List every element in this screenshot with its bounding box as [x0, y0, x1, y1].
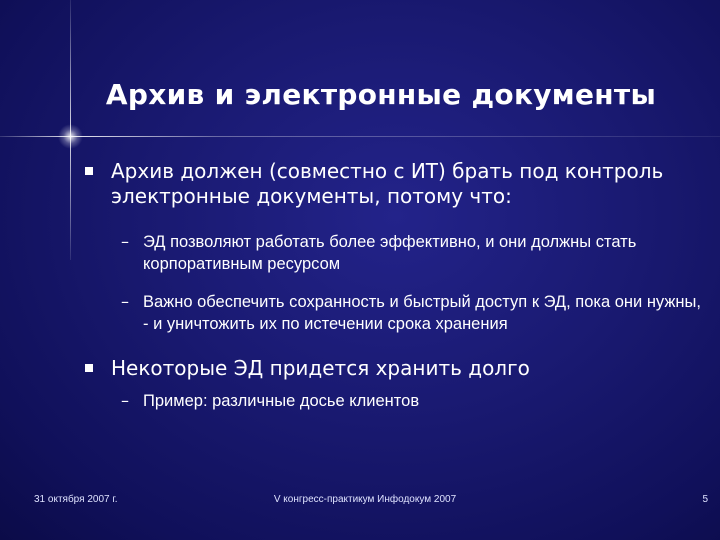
- slide-title: Архив и электронные документы: [105, 78, 657, 111]
- sub-bullet-item: [121, 291, 711, 335]
- sparkle-icon: [58, 124, 83, 149]
- page-number: 5: [702, 494, 708, 505]
- footer-event: V конгресс-практикум Инфодокум 2007: [273, 494, 457, 505]
- sub-bullet-item: [121, 231, 711, 275]
- dash-marker: –: [121, 232, 129, 251]
- footer-date: 31 октября 2007 г.: [34, 494, 118, 505]
- bullet-text: Некоторые ЭД придется хранить долго: [111, 356, 530, 380]
- sub-bullet-item: [121, 390, 711, 412]
- bullet-item: [85, 159, 705, 209]
- sub-bullet-text: Важно обеспечить сохранность и быстрый доступ к ЭД, пока они нужны, - и уничтожить их по истечении срока хранения: [143, 293, 701, 333]
- sub-bullet-text: Пример: различные досье клиентов: [143, 392, 420, 410]
- dash-marker: –: [121, 292, 129, 311]
- decorative-horizontal-line: [0, 136, 720, 137]
- bullet-item: [85, 356, 705, 381]
- square-bullet-icon: [85, 364, 93, 372]
- bullet-text: Архив должен (совместно с ИТ) брать под контроль электронные документы, потому что:: [111, 159, 664, 208]
- dash-marker: –: [121, 391, 129, 410]
- sub-bullet-text: ЭД позволяют работать более эффективно, и они должны стать корпоративным ресурсом: [143, 233, 637, 273]
- square-bullet-icon: [85, 167, 93, 175]
